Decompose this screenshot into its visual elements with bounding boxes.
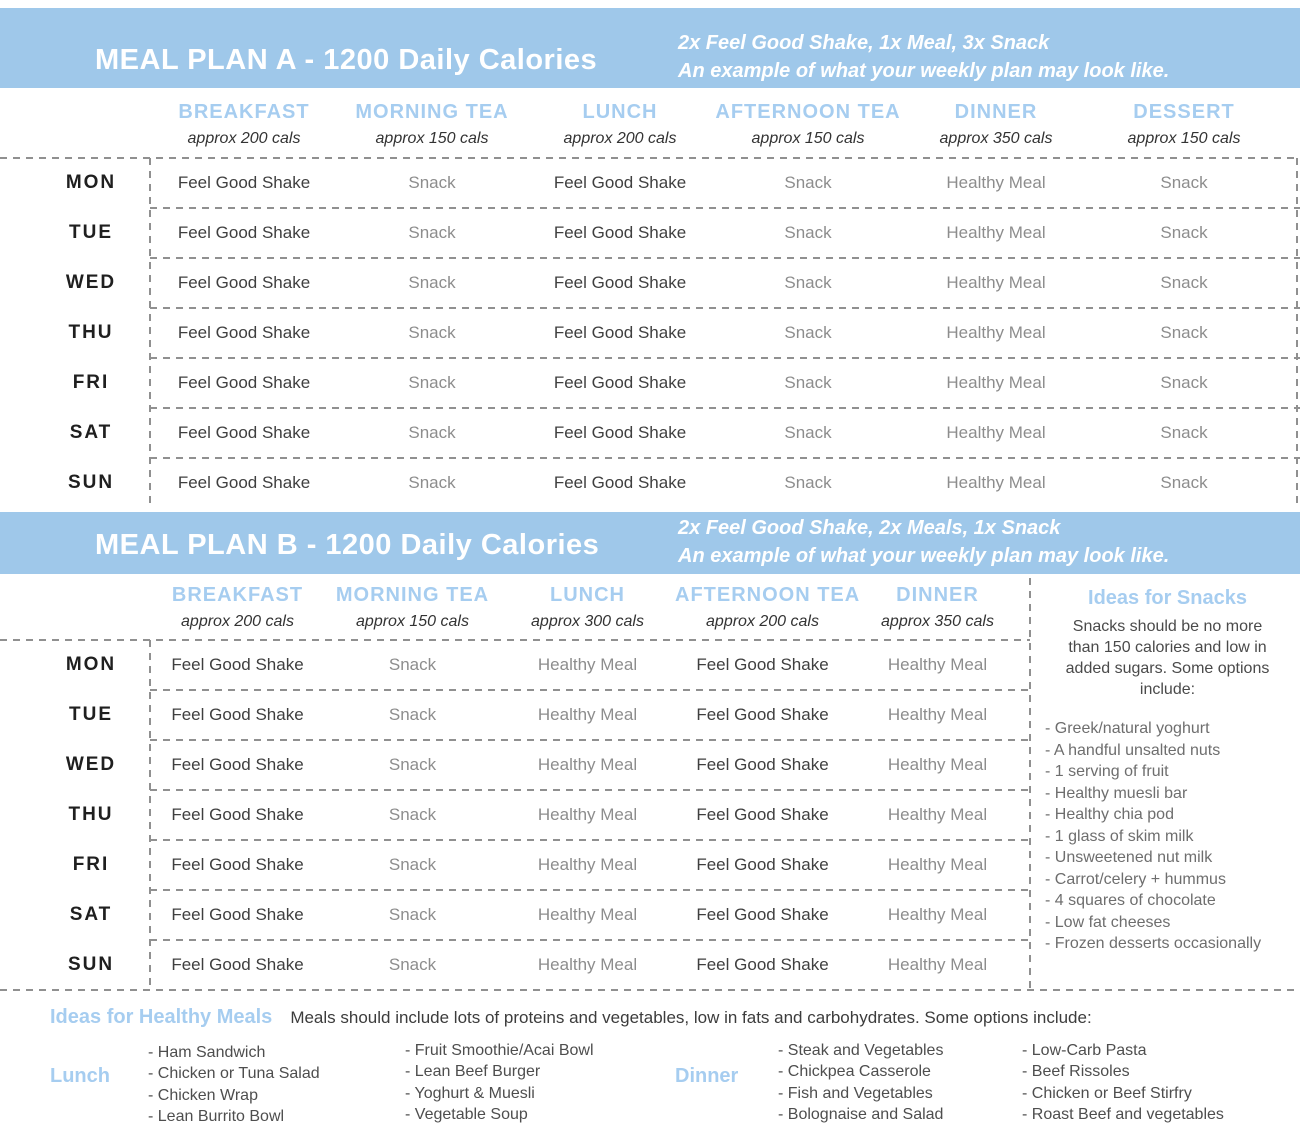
dashed-row-separator (150, 789, 1030, 791)
meal-cell-sun-afternoon-tea: Snack (784, 473, 832, 492)
column-header-afternoon-tea (675, 578, 861, 640)
column-calories: approx 150 cals (751, 130, 865, 147)
meal-cell-fri-lunch: Feel Good Shake (553, 373, 687, 392)
meal-cell-sat-lunch: Healthy Meal (537, 905, 638, 924)
meal-cell-sat-breakfast: Feel Good Shake (171, 905, 304, 924)
day-label: THU (68, 322, 114, 343)
lunch-ideas-list-2 (405, 1040, 594, 1124)
meal-cell-sat-morning-tea: Snack (388, 905, 437, 924)
dashed-row-separator (150, 889, 1030, 891)
meal-cell-thu-afternoon-tea: Snack (784, 323, 832, 342)
dinner-idea-item: - Chickpea Casserole (778, 1063, 931, 1081)
day-label: SUN (67, 954, 115, 975)
day-row-thu (0, 308, 1300, 358)
plan-b-column-headers (0, 578, 1030, 640)
day-row-tue (0, 690, 1030, 740)
snack-idea-item: - 1 glass of skim milk (1045, 827, 1194, 845)
meal-cell-sat-dinner: Healthy Meal (946, 423, 1046, 442)
plan-a-title: MEAL PLAN A - 1200 Daily Calories (95, 44, 598, 76)
meal-cell-sun-morning-tea: Snack (388, 955, 437, 974)
meal-cell-wed-dinner: Healthy Meal (946, 273, 1046, 292)
meal-cell-wed-dinner: Healthy Meal (887, 755, 988, 774)
plan-a-column-headers (0, 95, 1300, 158)
meal-cell-fri-dessert: Snack (1160, 373, 1208, 392)
day-row-sat (0, 408, 1300, 458)
column-calories: approx 350 cals (939, 130, 1053, 147)
snack-idea-item: - Healthy chia pod (1045, 806, 1174, 823)
meal-cell-sun-afternoon-tea: Feel Good Shake (696, 955, 829, 974)
meal-cell-mon-dessert: Snack (1160, 173, 1208, 192)
snack-idea-item: - Unsweetened nut milk (1045, 849, 1213, 866)
day-label: WED (65, 754, 117, 775)
day-label: SAT (69, 904, 113, 925)
meal-cell-wed-morning-tea: Snack (388, 755, 437, 774)
meal-cell-thu-dinner: Healthy Meal (887, 805, 988, 824)
day-label: FRI (72, 854, 110, 875)
column-calories: approx 200 cals (187, 130, 301, 147)
dashed-row-separator (150, 839, 1030, 841)
column-title: LUNCH (550, 584, 625, 606)
snack-ideas-title: Ideas for Snacks (1088, 587, 1247, 609)
meal-cell-fri-afternoon-tea: Feel Good Shake (696, 855, 829, 874)
plan-a-subtitle-line2: An example of what your weekly plan may look like. (678, 60, 1170, 82)
snack-idea-item: - A handful unsalted nuts (1045, 741, 1221, 759)
lunch-idea-item: - Lean Burrito Bowl (148, 1107, 285, 1124)
column-title: DESSERT (1133, 101, 1235, 123)
day-label: SAT (69, 422, 113, 443)
day-column-spacer (0, 578, 150, 640)
lunch-idea-item: - Yoghurt & Muesli (405, 1084, 535, 1102)
meal-cell-sun-dessert: Snack (1160, 473, 1208, 492)
column-calories: approx 150 cals (375, 130, 489, 147)
healthy-meals-header (50, 1006, 1092, 1028)
meal-cell-thu-afternoon-tea: Feel Good Shake (696, 805, 829, 824)
plan-b-banner (0, 512, 1300, 574)
plan-a-grid (0, 158, 1300, 508)
dinner-idea-item: - Chicken or Beef Stirfry (1022, 1084, 1192, 1102)
meal-cell-thu-dinner: Healthy Meal (946, 323, 1046, 342)
snack-idea-item: - Greek/natural yoghurt (1045, 720, 1210, 737)
meal-cell-mon-morning-tea: Snack (388, 655, 437, 674)
dashed-row-separator (150, 307, 1300, 309)
meal-cell-tue-morning-tea: Snack (408, 223, 456, 242)
meal-cell-sat-dessert: Snack (1160, 423, 1208, 442)
column-header-afternoon-tea (714, 95, 902, 158)
meal-cell-fri-morning-tea: Snack (408, 373, 456, 392)
plan-a-subtitle (678, 29, 1169, 85)
column-title: BREAKFAST (171, 584, 304, 606)
lunch-idea-item: - Chicken Wrap (148, 1086, 258, 1104)
meal-cell-tue-afternoon-tea: Snack (784, 223, 832, 242)
day-label: MON (65, 654, 117, 675)
meal-cell-wed-lunch: Feel Good Shake (553, 273, 687, 292)
meal-cell-mon-breakfast: Feel Good Shake (177, 173, 311, 192)
column-calories: approx 350 cals (881, 613, 994, 630)
dashed-row-separator (150, 407, 1300, 409)
meal-cell-thu-breakfast: Feel Good Shake (171, 805, 304, 824)
day-row-sun (0, 458, 1300, 508)
column-header-morning-tea (338, 95, 526, 158)
snack-ideas-intro: Snacks should be no more than 150 calories and low in added sugars. Some options include: (1065, 618, 1270, 698)
meal-cell-fri-dinner: Healthy Meal (887, 855, 988, 874)
meal-cell-thu-lunch: Healthy Meal (537, 805, 638, 824)
meal-cell-tue-dessert: Snack (1160, 223, 1208, 242)
snack-ideas-list (1045, 718, 1265, 955)
lunch-idea-item: - Ham Sandwich (148, 1044, 266, 1061)
day-row-wed (0, 258, 1300, 308)
meal-cell-fri-dinner: Healthy Meal (946, 373, 1046, 392)
day-label: TUE (69, 704, 113, 725)
dashed-row-separator (150, 257, 1300, 259)
column-title: MORNING TEA (335, 584, 490, 606)
meal-cell-tue-dinner: Healthy Meal (946, 223, 1046, 242)
snack-idea-item: - Frozen desserts occasionally (1045, 935, 1262, 952)
column-calories: approx 300 cals (531, 613, 644, 630)
column-title: AFTERNOON TEA (715, 101, 901, 123)
column-calories: approx 200 cals (706, 613, 819, 630)
meal-cell-sun-dinner: Healthy Meal (887, 955, 988, 974)
column-header-breakfast (150, 578, 325, 640)
meal-cell-tue-breakfast: Feel Good Shake (177, 223, 311, 242)
meal-cell-thu-breakfast: Feel Good Shake (177, 323, 311, 342)
column-header-morning-tea (325, 578, 500, 640)
meal-cell-tue-breakfast: Feel Good Shake (171, 705, 304, 724)
dashed-row-separator (150, 939, 1030, 941)
meal-cell-wed-afternoon-tea: Snack (784, 273, 832, 292)
day-label: FRI (72, 372, 110, 393)
meal-cell-sat-lunch: Feel Good Shake (553, 423, 687, 442)
day-label: TUE (69, 222, 113, 243)
meal-cell-tue-afternoon-tea: Feel Good Shake (696, 705, 829, 724)
meal-cell-mon-lunch: Healthy Meal (537, 655, 638, 674)
dashed-divider-bottom (0, 989, 1300, 991)
day-row-fri (0, 840, 1030, 890)
column-calories: approx 200 cals (563, 130, 677, 147)
meal-cell-sat-morning-tea: Snack (408, 423, 456, 442)
meal-cell-sun-dinner: Healthy Meal (946, 473, 1046, 492)
meal-cell-sun-lunch: Feel Good Shake (553, 473, 687, 492)
plan-b-grid (0, 640, 1030, 990)
meal-cell-mon-breakfast: Feel Good Shake (171, 655, 304, 674)
column-title: MORNING TEA (355, 101, 509, 123)
column-calories: approx 150 cals (356, 613, 469, 630)
lunch-label: Lunch (50, 1065, 110, 1087)
dashed-divider-plan-b-left (149, 640, 151, 990)
day-label: WED (65, 272, 117, 293)
day-column-spacer (0, 95, 150, 158)
dinner-ideas-list-1 (778, 1040, 943, 1124)
dinner-ideas-list-2 (1022, 1040, 1224, 1124)
day-label: THU (68, 804, 114, 825)
lunch-idea-item: - Lean Beef Burger (405, 1063, 541, 1081)
meal-cell-sat-afternoon-tea: Feel Good Shake (696, 905, 829, 924)
meal-cell-fri-afternoon-tea: Snack (784, 373, 832, 392)
plan-b-title: MEAL PLAN B - 1200 Daily Calories (95, 529, 600, 561)
day-row-sat (0, 890, 1030, 940)
meal-cell-sat-afternoon-tea: Snack (784, 423, 832, 442)
column-header-lunch (500, 578, 675, 640)
dashed-divider-plan-a-left (149, 158, 151, 508)
dinner-idea-item: - Bolognaise and Salad (778, 1105, 944, 1123)
day-label: MON (65, 172, 117, 193)
snack-ideas-panel (1030, 578, 1290, 990)
day-row-fri (0, 358, 1300, 408)
column-title: BREAKFAST (178, 101, 310, 123)
column-header-dessert (1090, 95, 1278, 158)
dinner-idea-item: - Roast Beef and vegetables (1022, 1105, 1224, 1123)
meal-cell-mon-dinner: Healthy Meal (887, 655, 988, 674)
column-title: DINNER (954, 101, 1038, 123)
dinner-idea-item: - Steak and Vegetables (778, 1042, 944, 1059)
column-title: AFTERNOON TEA (675, 584, 861, 606)
meal-cell-sat-breakfast: Feel Good Shake (177, 423, 311, 442)
lunch-ideas-list-1 (148, 1042, 320, 1124)
snack-idea-item: - Low fat cheeses (1045, 913, 1171, 931)
meal-cell-thu-morning-tea: Snack (388, 805, 437, 824)
meal-cell-sun-lunch: Healthy Meal (537, 955, 638, 974)
meal-cell-tue-lunch: Healthy Meal (537, 705, 638, 724)
meal-cell-wed-breakfast: Feel Good Shake (177, 273, 311, 292)
day-row-tue (0, 208, 1300, 258)
meal-cell-sat-dinner: Healthy Meal (887, 905, 988, 924)
meal-cell-sun-morning-tea: Snack (408, 473, 456, 492)
column-header-breakfast (150, 95, 338, 158)
meal-cell-wed-afternoon-tea: Feel Good Shake (696, 755, 829, 774)
dashed-row-separator (150, 207, 1300, 209)
meal-cell-sun-breakfast: Feel Good Shake (177, 473, 311, 492)
meal-cell-fri-lunch: Healthy Meal (537, 855, 638, 874)
day-row-mon (0, 640, 1030, 690)
meal-cell-wed-morning-tea: Snack (408, 273, 456, 292)
column-header-lunch (526, 95, 714, 158)
meal-cell-mon-dinner: Healthy Meal (946, 173, 1046, 192)
dinner-idea-item: - Low-Carb Pasta (1022, 1042, 1147, 1059)
column-calories: approx 150 cals (1127, 130, 1241, 147)
column-title: DINNER (896, 584, 979, 606)
plan-b-subtitle-line2: An example of what your weekly plan may look like. (678, 545, 1170, 567)
meal-cell-sun-breakfast: Feel Good Shake (171, 955, 304, 974)
healthy-meals-title: Ideas for Healthy Meals (50, 1006, 273, 1028)
healthy-meals-intro: Meals should include lots of proteins and vegetables, low in fats and carbohydrates. Some options include: (290, 1008, 1092, 1027)
meal-cell-mon-afternoon-tea: Feel Good Shake (696, 655, 829, 674)
snack-idea-item: - Carrot/celery + hummus (1045, 870, 1226, 888)
meal-cell-mon-lunch: Feel Good Shake (553, 173, 687, 192)
snack-idea-item: - 4 squares of chocolate (1045, 892, 1216, 909)
dinner-label: Dinner (675, 1065, 739, 1087)
day-row-sun (0, 940, 1030, 990)
dashed-row-separator (150, 457, 1300, 459)
meal-cell-tue-dinner: Healthy Meal (887, 705, 988, 724)
lunch-idea-item: - Chicken or Tuna Salad (148, 1065, 320, 1083)
snack-idea-item: - 1 serving of fruit (1045, 763, 1169, 780)
meal-cell-wed-breakfast: Feel Good Shake (171, 755, 304, 774)
meal-cell-wed-dessert: Snack (1160, 273, 1208, 292)
meal-cell-fri-morning-tea: Snack (388, 855, 437, 874)
meal-cell-tue-morning-tea: Snack (388, 705, 437, 724)
plan-a-subtitle-line1: 2x Feel Good Shake, 1x Meal, 3x Snack (678, 32, 1050, 54)
meal-cell-mon-afternoon-tea: Snack (784, 173, 832, 192)
meal-cell-wed-lunch: Healthy Meal (537, 755, 638, 774)
meal-cell-thu-lunch: Feel Good Shake (553, 323, 687, 342)
lunch-idea-item: - Vegetable Soup (405, 1105, 528, 1123)
plan-a-banner (0, 8, 1300, 88)
meal-cell-fri-breakfast: Feel Good Shake (171, 855, 304, 874)
meal-cell-thu-morning-tea: Snack (408, 323, 456, 342)
dinner-idea-item: - Beef Rissoles (1022, 1063, 1130, 1081)
dinner-idea-item: - Fish and Vegetables (778, 1084, 933, 1102)
plan-b-subtitle (678, 514, 1169, 570)
column-header-dinner (850, 578, 1025, 640)
meal-cell-tue-lunch: Feel Good Shake (553, 223, 687, 242)
snack-idea-item: - Healthy muesli bar (1045, 784, 1188, 802)
dashed-row-separator (150, 739, 1030, 741)
lunch-idea-item: - Fruit Smoothie/Acai Bowl (405, 1042, 594, 1059)
column-title: LUNCH (582, 101, 658, 123)
day-row-mon (0, 158, 1300, 208)
dashed-row-separator (150, 357, 1300, 359)
dashed-row-separator (150, 689, 1030, 691)
plan-b-subtitle-line1: 2x Feel Good Shake, 2x Meals, 1x Snack (678, 517, 1061, 539)
meal-cell-mon-morning-tea: Snack (408, 173, 456, 192)
dashed-divider-plan-a-right (1296, 158, 1298, 508)
meal-cell-fri-breakfast: Feel Good Shake (177, 373, 311, 392)
column-header-dinner (902, 95, 1090, 158)
day-label: SUN (67, 472, 115, 493)
meal-cell-thu-dessert: Snack (1160, 323, 1208, 342)
day-row-wed (0, 740, 1030, 790)
day-row-thu (0, 790, 1030, 840)
column-calories: approx 200 cals (181, 613, 294, 630)
